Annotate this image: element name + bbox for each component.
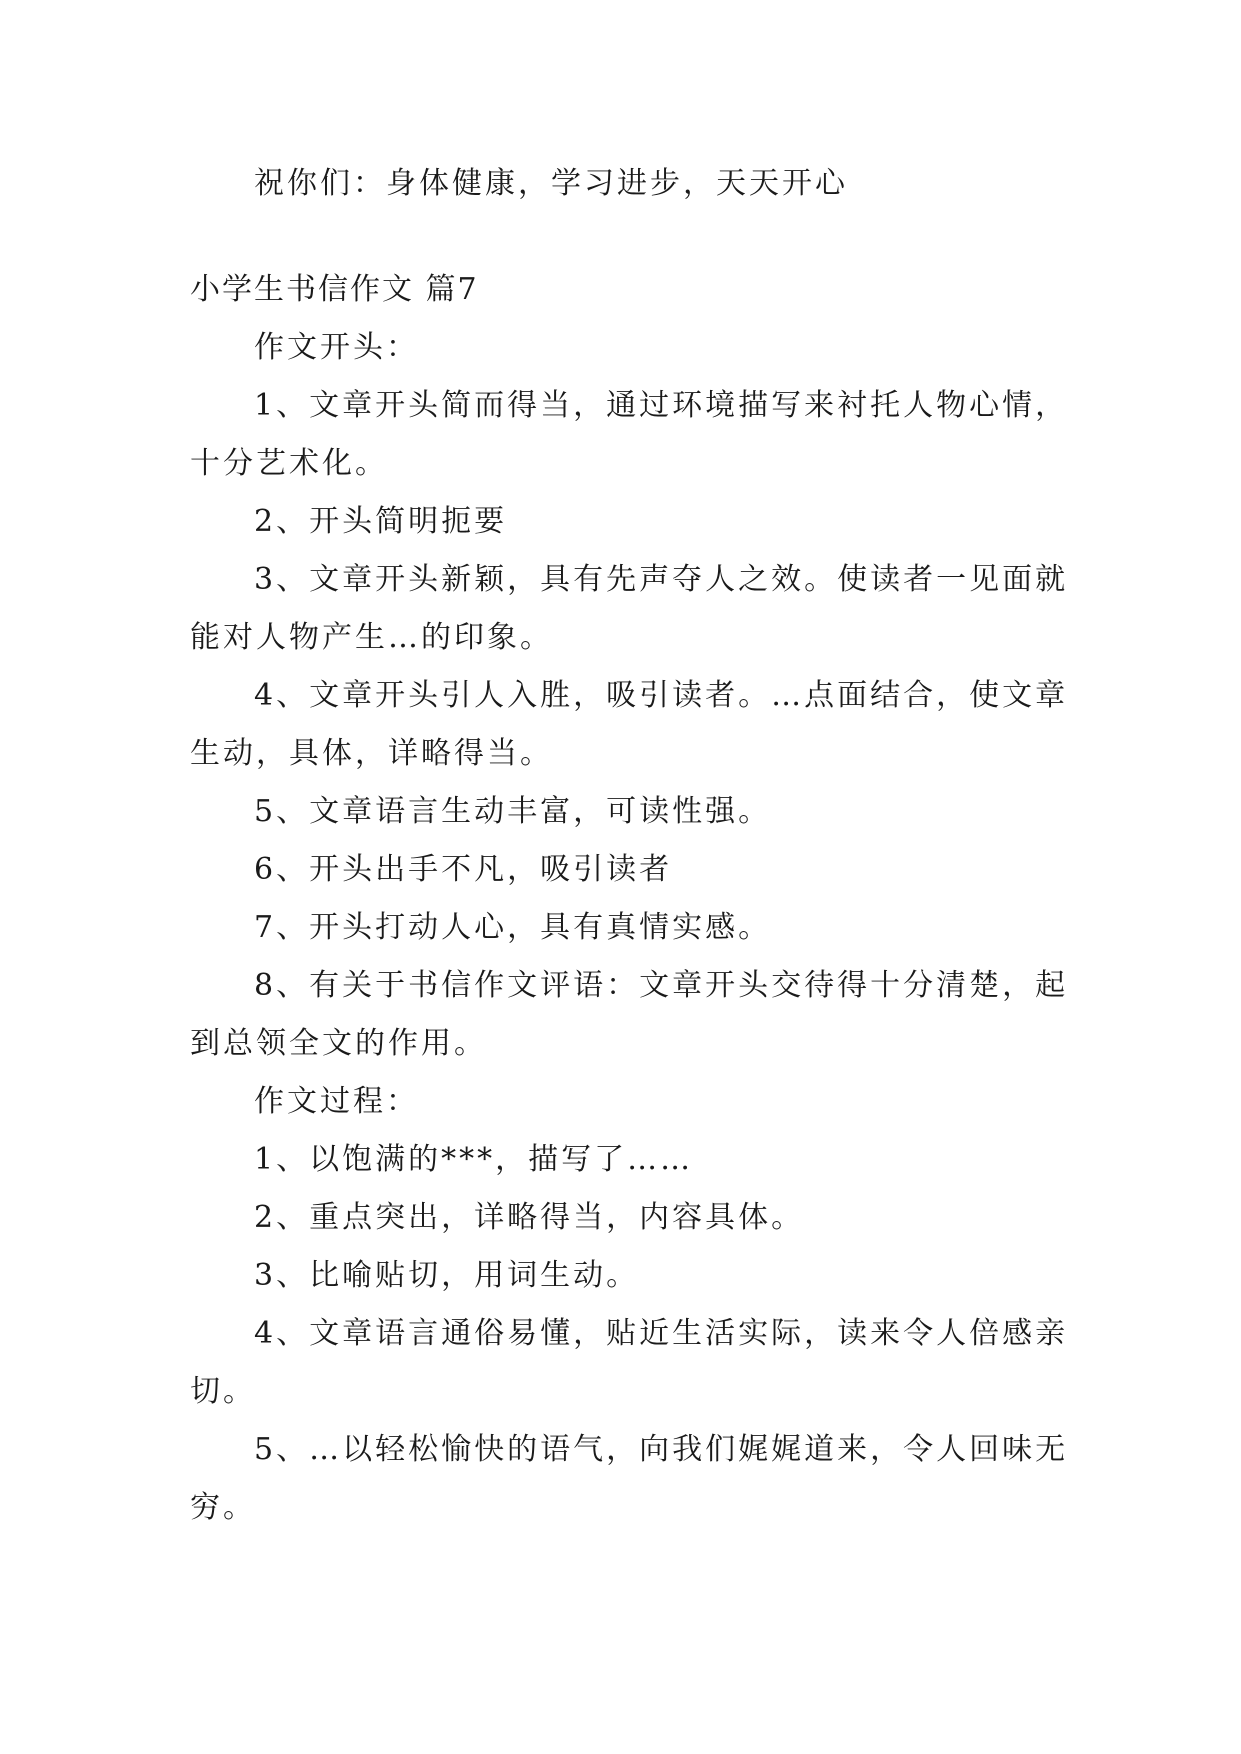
closing-wish: 祝你们：身体健康，学习进步，天天开心 [254, 166, 848, 201]
opening-item-1: 1、文章开头简而得当，通过环境描写来衬托人物心情，十分艺术化。 [190, 388, 1069, 481]
opening-item-2: 2、开头简明扼要 [254, 504, 508, 539]
section-title: 小学生书信作文 篇7 [190, 272, 479, 307]
opening-item-3: 3、文章开头新颖，具有先声夺人之效。使读者一见面就能对人物产生…的印象。 [190, 562, 1069, 655]
opening-item-8: 8、有关于书信作文评语：文章开头交待得十分清楚，起到总领全文的作用。 [190, 968, 1069, 1061]
opening-item-4: 4、文章开头引人入胜，吸引读者。…点面结合，使文章生动，具体，详略得当。 [190, 678, 1069, 771]
process-item-1: 1、以饱满的***，描写了…… [254, 1142, 694, 1177]
process-item-5: 5、…以轻松愉快的语气，向我们娓娓道来，令人回味无穷。 [190, 1432, 1069, 1525]
opening-heading: 作文开头： [254, 330, 419, 365]
process-heading: 作文过程： [254, 1084, 419, 1119]
process-item-2: 2、重点突出，详略得当，内容具体。 [254, 1200, 805, 1235]
opening-item-7: 7、开头打动人心，具有真情实感。 [254, 910, 772, 945]
process-item-3: 3、比喻贴切，用词生动。 [254, 1258, 640, 1293]
opening-item-5: 5、文章语言生动丰富，可读性强。 [254, 794, 772, 829]
document-body [190, 155, 1070, 1537]
opening-item-6: 6、开头出手不凡，吸引读者 [254, 852, 673, 887]
process-item-4: 4、文章语言通俗易懂，贴近生活实际，读来令人倍感亲切。 [190, 1316, 1069, 1409]
